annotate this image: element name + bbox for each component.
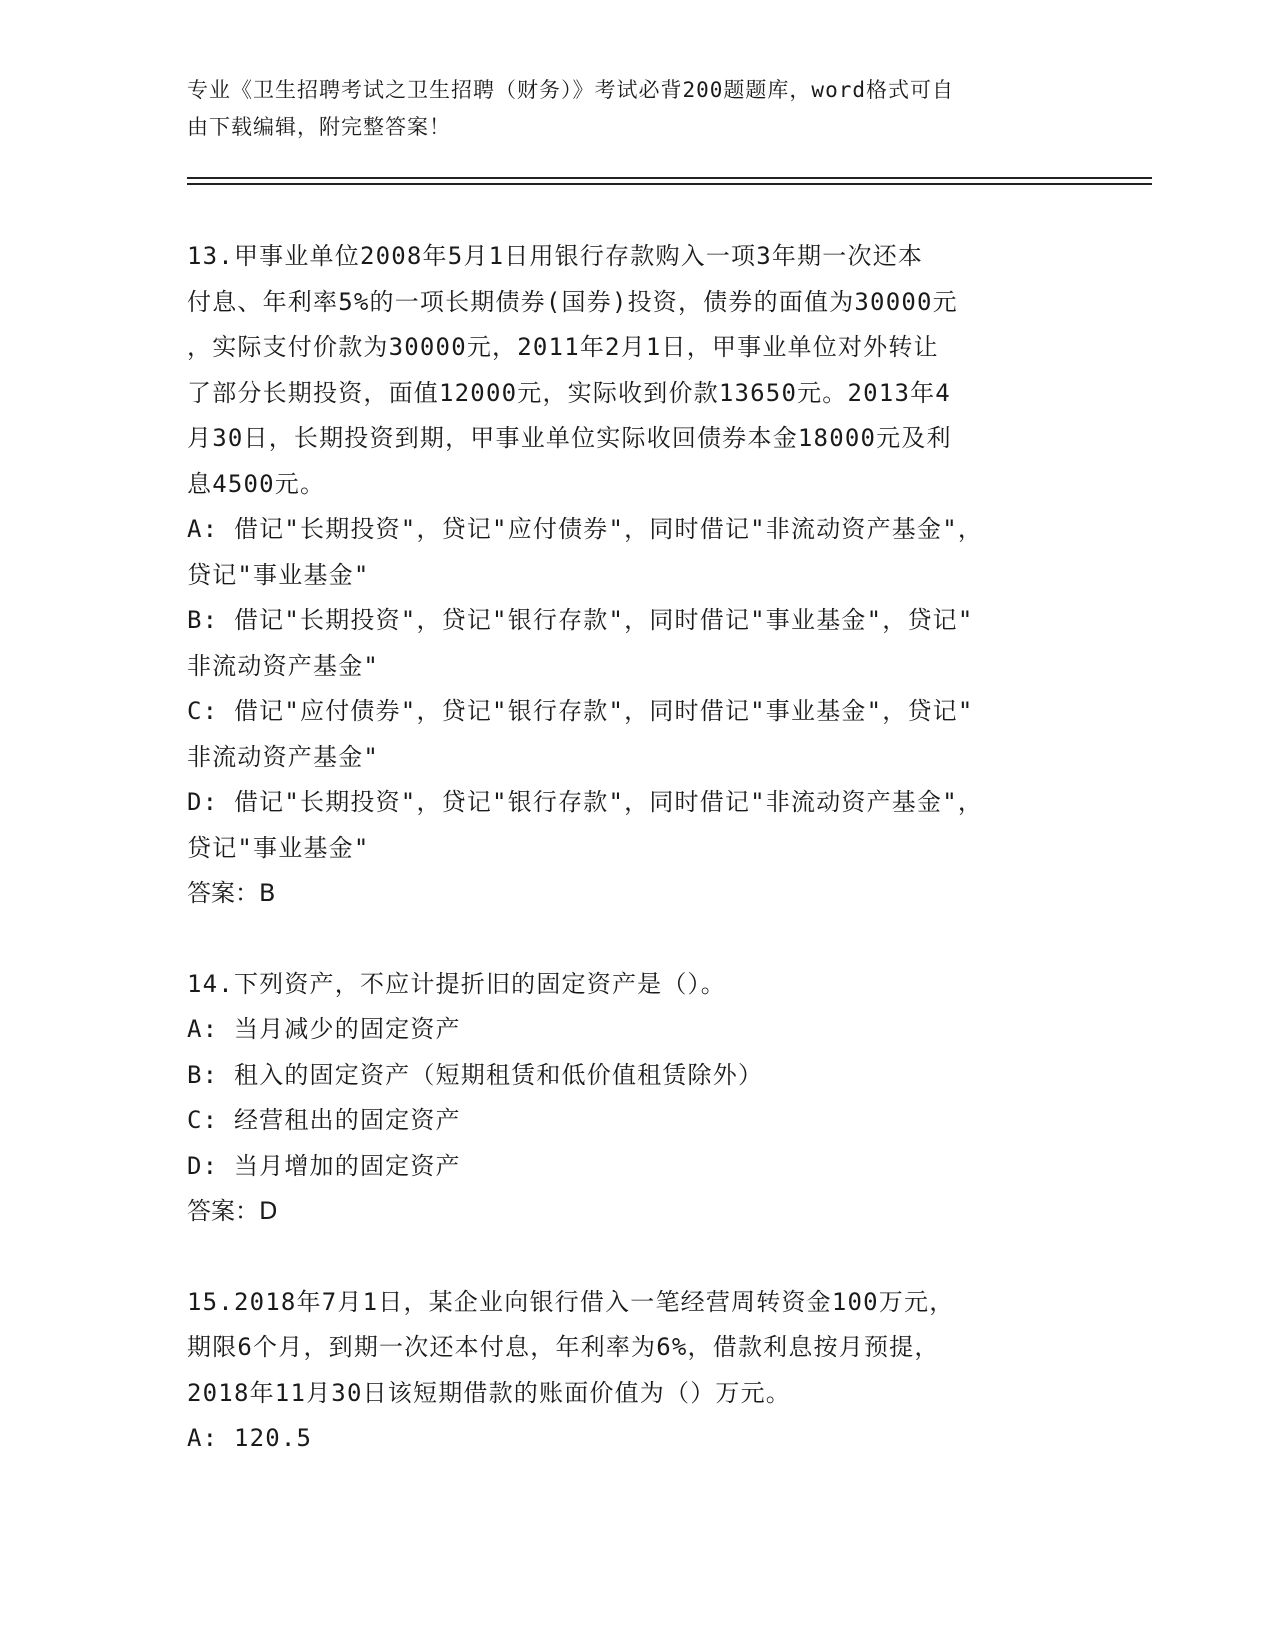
- question-text-line: 息4500元。: [187, 469, 326, 498]
- option-d: D: 当月增加的固定资产: [187, 1151, 461, 1180]
- answer-label: 答案：B: [187, 879, 276, 907]
- question-text-line: 15.2018年7月1日，某企业向银行借入一笔经营周转资金100万元，: [187, 1287, 955, 1316]
- option-a-continued: 贷记"事业基金": [187, 560, 370, 589]
- option-d-continued: 贷记"事业基金": [187, 833, 370, 862]
- question-text-line: 付息、年利率5%的一项长期债券(国券)投资，债券的面值为30000元: [187, 287, 958, 316]
- option-a: A: 当月减少的固定资产: [187, 1015, 461, 1043]
- question-15: [187, 1280, 1067, 1462]
- header-divider-top: [187, 177, 1152, 179]
- option-a: A: 借记"长期投资"，贷记"应付债券"，同时借记"非流动资产基金"，: [187, 515, 984, 543]
- option-a: A: 120.5: [187, 1424, 313, 1452]
- question-13: [187, 234, 1067, 917]
- option-b-continued: 非流动资产基金": [187, 651, 380, 680]
- option-b: B: 借记"长期投资"，贷记"银行存款"，同时借记"事业基金"，贷记": [187, 606, 974, 634]
- question-text-line: 2018年11月30日该短期借款的账面价值为（）万元。: [187, 1378, 791, 1407]
- document-header: [187, 72, 1067, 146]
- question-list: [187, 234, 1067, 1462]
- option-c: C: 借记"应付债券"，贷记"银行存款"，同时借记"事业基金"，贷记": [187, 697, 974, 725]
- option-c-continued: 非流动资产基金": [187, 742, 380, 771]
- question-text-line: 13.甲事业单位2008年5月1日用银行存款购入一项3年期一次还本: [187, 242, 924, 270]
- option-d: D: 借记"长期投资"，贷记"银行存款"，同时借记"非流动资产基金"，: [187, 788, 984, 816]
- question-14: [187, 962, 1067, 1235]
- option-b: B: 租入的固定资产（短期租赁和低价值租赁除外）: [187, 1060, 764, 1089]
- question-text-line: 期限6个月，到期一次还本付息，年利率为6%，借款利息按月预提，: [187, 1333, 940, 1361]
- question-text-line: 了部分长期投资，面值12000元，实际收到价款13650元。2013年4: [187, 378, 951, 407]
- question-text-line: 月30日，长期投资到期，甲事业单位实际收回债券本金18000元及利: [187, 424, 952, 452]
- answer-label: 答案：D: [187, 1197, 278, 1225]
- header-divider-bottom: [187, 183, 1152, 185]
- question-text-line: ，实际支付价款为30000元，2011年2月1日，甲事业单位对外转让: [187, 333, 939, 361]
- header-line-1: 专业《卫生招聘考试之卫生招聘（财务）》考试必背200题题库，word格式可自: [187, 78, 954, 102]
- question-text-line: 14.下列资产，不应计提折旧的固定资产是（）。: [187, 969, 726, 998]
- header-line-2: 由下载编辑，附完整答案！: [187, 115, 451, 139]
- option-c: C: 经营租出的固定资产: [187, 1106, 461, 1134]
